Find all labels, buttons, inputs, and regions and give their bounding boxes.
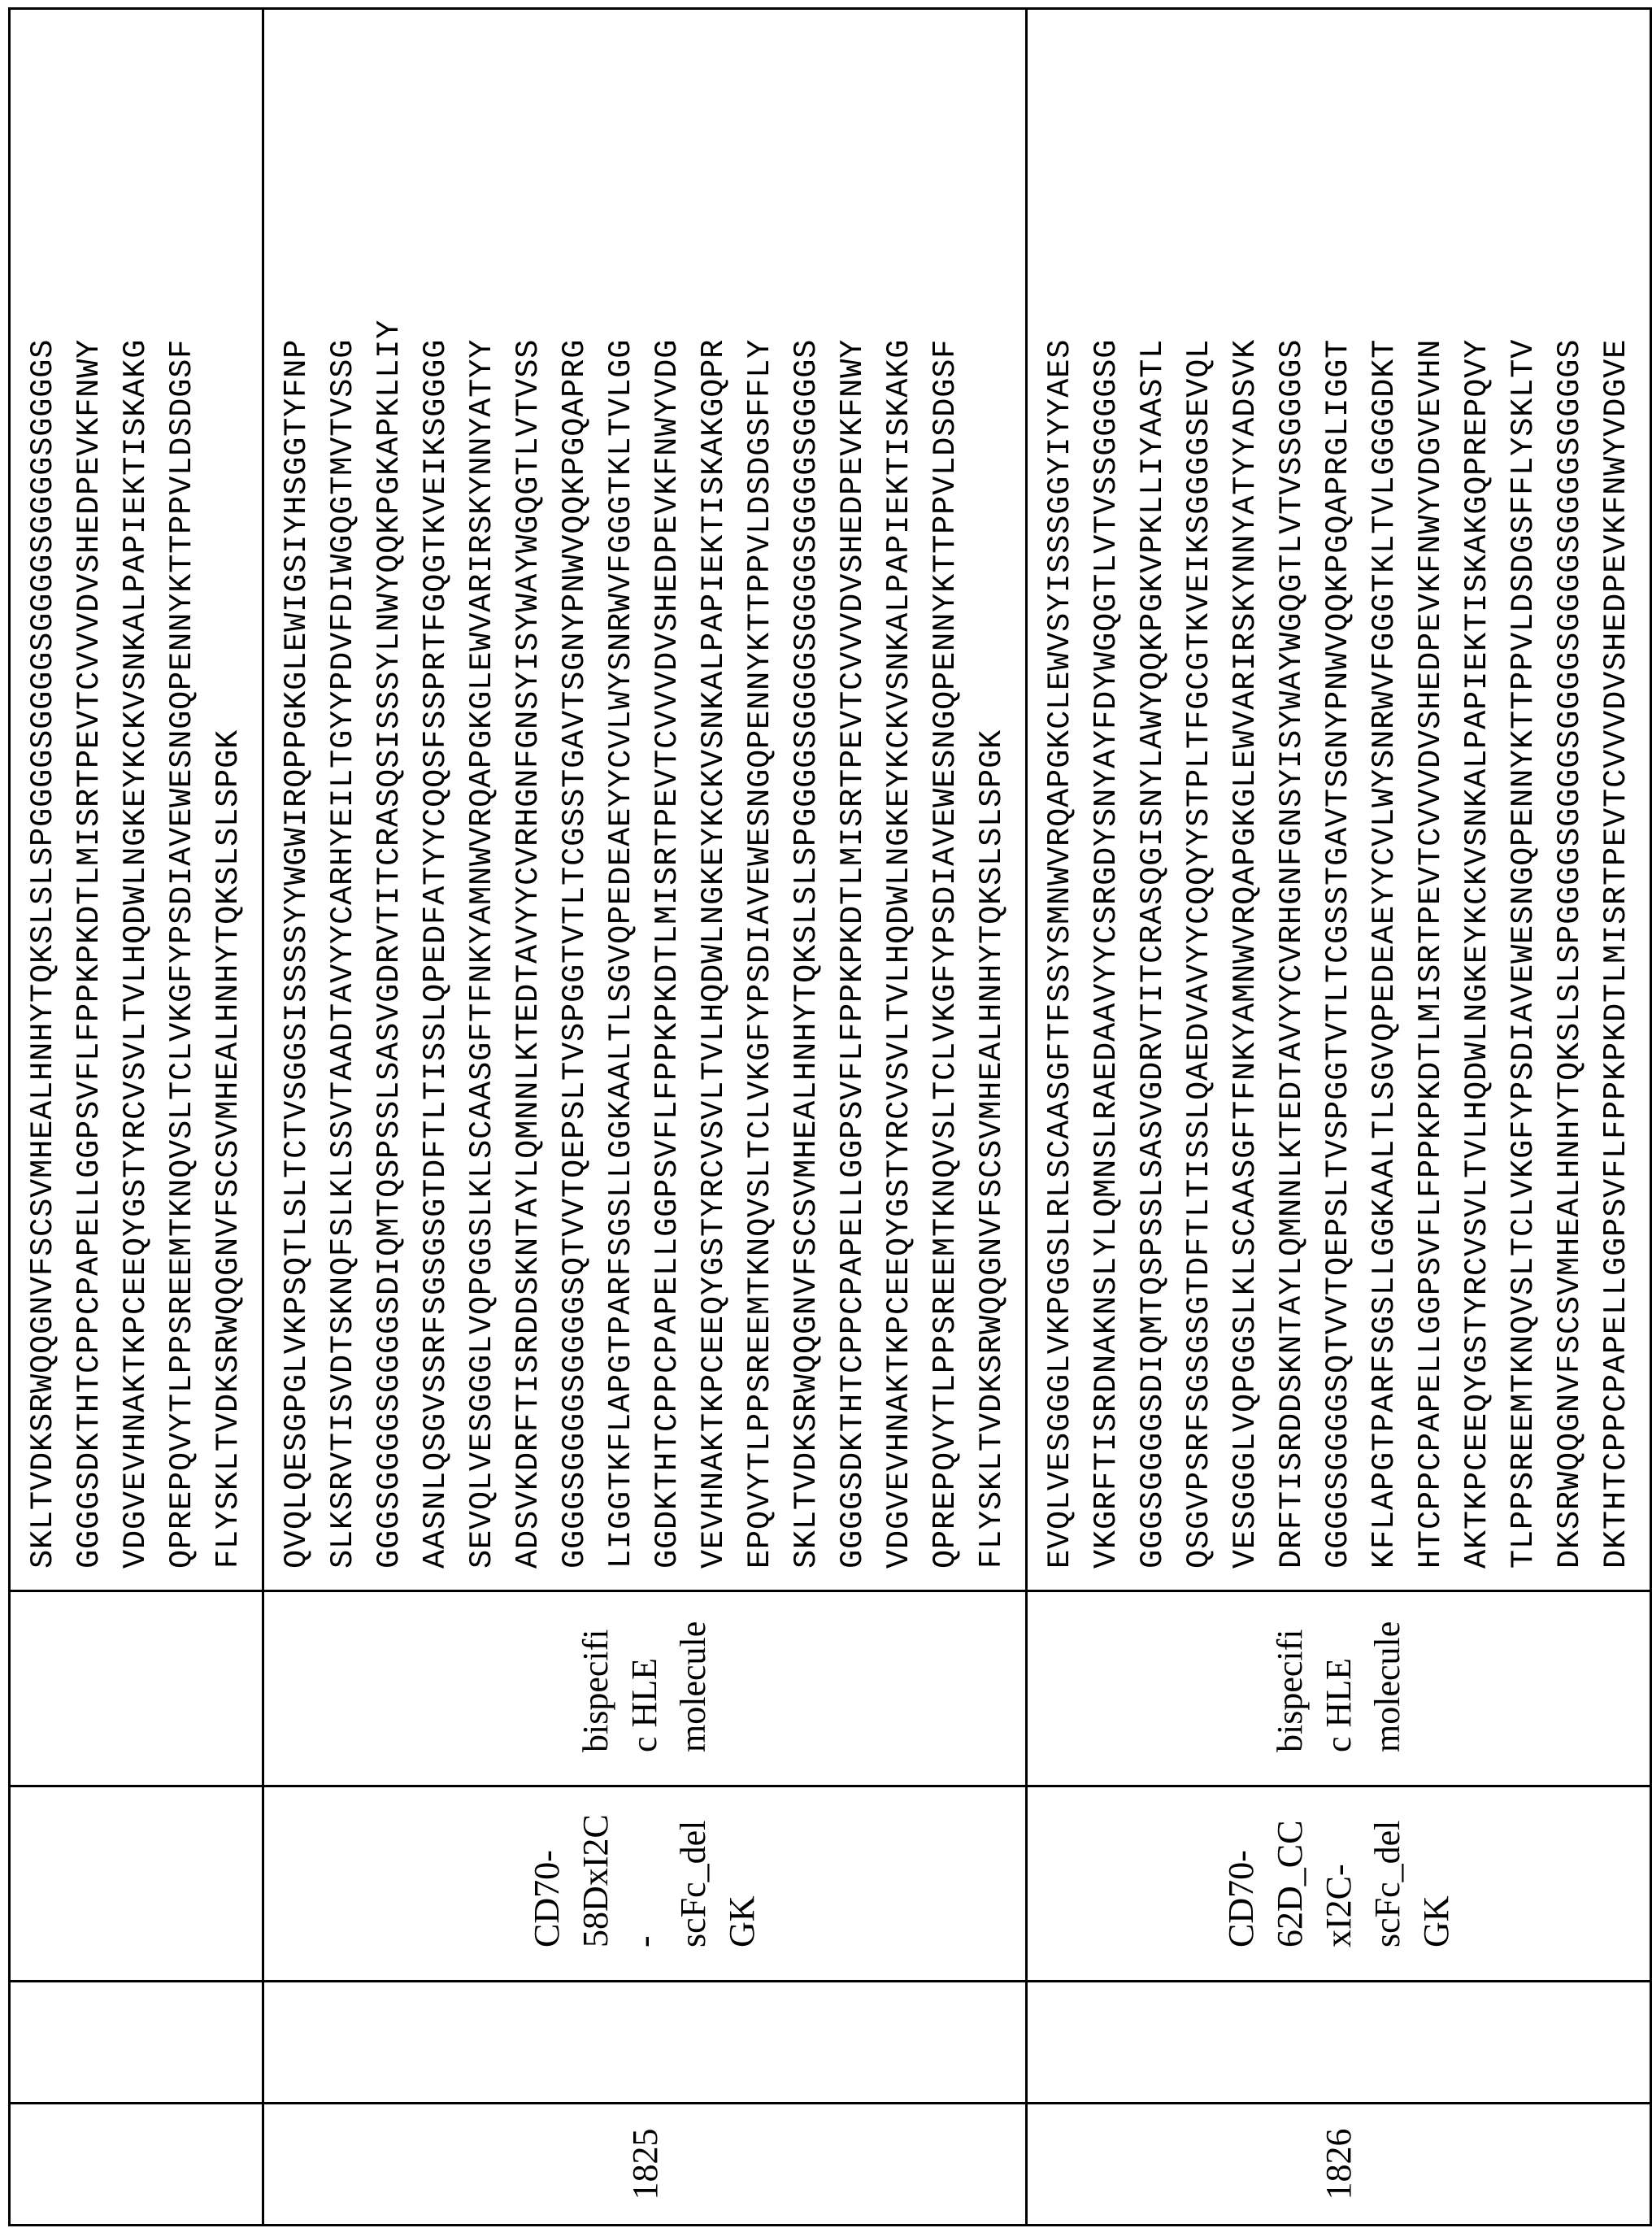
- sequence-line: QVQLQESGPGLVKPSQTLSLTCTVSGGSISSSSYYWGWIRQPPGKGLEWIGSIYHSGGTYFNP: [279, 338, 315, 1569]
- sequence-line: VDGVEVHNAKTKPCEEQYGSTYRCVSVLTVLHQDWLNGKEYKCKVSNKALPAPIEKTISKAKG: [881, 338, 917, 1569]
- molecule-name-cell: [263, 1786, 1027, 1982]
- empty-cell: [263, 1982, 1027, 2104]
- sequence-line: QPREPQVYTLPPSREEMTKNQVSLTCLVKGFYPSDIAVEWESNGQPENNYKTTPPVLDSDGSF: [928, 338, 963, 1569]
- sequence-line: VDGVEVHNAKTKPCEEQYGSTYRCVSVLTVLHQDWLNGKEYKCKVSNKALPAPIEKTISKAKG: [118, 338, 154, 1569]
- sequence-line: GGGSGGGGSDIQMTQSPSSLSASVGDRVTITCRASQGISNYLAWYQQKPGKVPKLLIYAASTL: [1135, 338, 1171, 1569]
- sequence-line: VESGGGLVQPGGSLKLSCAASGFTFNKYAMNWVRQAPGKGLEWVARIRSKYNNYATYYADSVK: [1228, 338, 1263, 1569]
- sequence-line: DRFTISRDDSKNTAYLQMNNLKTEDTAVYYCVRHGNFGNSYISYWAYWGQGTLVTVSSGGGGS: [1274, 338, 1310, 1569]
- molecule-type-line: molecule: [673, 1621, 713, 1752]
- seq-id-cell: [10, 2104, 263, 2226]
- sequence-cell: [263, 9, 1027, 1591]
- sequence-line: FLYSKLTVDKSRWQQGNVFSCSVMHEALHNHYTQKSLSLSPGK: [211, 729, 246, 1569]
- table-row-continuation: [10, 9, 263, 2226]
- sequence-line: KFLAPGTPARFSGSLLGGKAALTLSGVQPEDEAEYYCVLWYSNRWVFGGGTKLTVLGGGGDKT: [1367, 338, 1402, 1569]
- sequence-line: GGDKTHTCPPCPAPELLGGPSVFLFPPKPKDTLMISRTPEVTCVVVDVSHEDPEVKFNWYVDG: [650, 338, 685, 1569]
- sequence-line: EPQVYTLPPSREEMTKNQVSLTCLVKGFYPSDIAVEWESNGQPENNYKTTPPVLDSDGSFFLY: [742, 338, 778, 1569]
- sequence-line: LIGGTKFLAPGTPARFSGSLLGGKAALTLSGVQPEDEAEYYCVLWYSNRWVFGGGTKLTVLGG: [603, 338, 639, 1569]
- sequence-line: HTCPPCPAPELLGGPSVFLFPPKPKDTLMISRTPEVTCVVVDVSHEDPEVKFNWYVDGVEVHN: [1413, 338, 1449, 1569]
- sequence-line: QPREPQVYTLPPSREEMTKNQVSLTCLVKGFYPSDIAVEWESNGQPENNYKTTPPVLDSDGSF: [164, 338, 200, 1569]
- empty-cell: [1027, 1982, 1651, 2104]
- sequence-line: SKLTVDKSRWQQGNVFSCSVMHEALHNHYTQKSLSLSPGGGGSGGGGSGGGGSGGGGSGGGGS: [789, 338, 824, 1569]
- sequence-line: GGGGSDKTHTCPPCPAPELLGGPSVFLFPPKPKDTLMISRTPEVTCVVVDVSHEDPEVKFNWY: [835, 338, 871, 1569]
- molecule-type-line: c HLE: [1318, 1657, 1359, 1752]
- sequence-line: GGGGSGGGGSGGGGSQTVVTQEPSLTVSPGGTVTLTCGSSTGAVTSGNYPNWVQQKPGQAPRG: [557, 338, 593, 1569]
- sequence-line: DKSRWQQGNVFSCSVMHEALHNHYTQKSLSLSPGGGGSGGGGSGGGGSGGGGSGGGGSGGGGS: [1552, 338, 1588, 1569]
- molecule-type-cell: [10, 1591, 263, 1786]
- molecule-name-line: -: [624, 1935, 664, 1947]
- molecule-name-line: 58DxI2C: [576, 1814, 615, 1947]
- sequence-line: SLKSRVTISVDTSKNQFSLKLSSVTAADTAVYYCARHYEILTGYYPDVFDIWGQGTMVTVSSG: [325, 338, 361, 1569]
- molecule-type-line: c HLE: [624, 1657, 664, 1752]
- molecule-type-cell: [1027, 1591, 1651, 1786]
- sequence-line: GGGGSGGGGSQTVVTQEPSLTVSPGGTVTLTCGSSTGAVTSGNYPNWVQQKPGQAPRGLIGGT: [1320, 338, 1356, 1569]
- sequence-line: GGGGSDKTHTCPPCPAPELLGGPSVFLFPPKPKDTLMISRTPEVTCVVVDVSHEDPEVKFNWY: [72, 338, 107, 1569]
- molecule-name-line: GK: [1415, 1895, 1456, 1947]
- seq-id-cell: 1826: [1027, 2104, 1651, 2226]
- molecule-type-line: bispecifi: [576, 1629, 615, 1752]
- molecule-name-line: CD70-: [1220, 1850, 1261, 1947]
- sequence-cell: [1027, 9, 1651, 1591]
- sequence-line: DKTHTCPPCPAPELLGGPSVFLFPPKPKDTLMISRTPEVTCVVVDVSHEDPEVKFNWYVDGVE: [1598, 338, 1634, 1569]
- table-row-1826: [1027, 9, 1651, 2226]
- sequence-line: AASNLQSGVSSRFSGSGSGTDFTLTISSLQPEDFATYYCQQSFSSPRTFGQGTKVEIKSGGGG: [418, 338, 454, 1569]
- sequence-line: VKGRFTISRDNAKNSLYLQMNSLRAEDAAVYYCSRGDYSNYAYFDYWGQGTLVTVSSGGGGSG: [1089, 338, 1124, 1569]
- sequence-line: SKLTVDKSRWQQGNVFSCSVMHEALHNHYTQKSLSLSPGGGGSGGGGSGGGGSGGGGSGGGGS: [25, 338, 61, 1569]
- empty-cell: [10, 1982, 263, 2104]
- molecule-name-line: 62D_CC: [1269, 1820, 1310, 1947]
- molecule-type-line: molecule: [1367, 1621, 1407, 1752]
- molecule-type-line: bispecifi: [1269, 1629, 1310, 1752]
- sequence-table: [8, 7, 1652, 2226]
- sequence-line: AKTKPCEEQYGSTYRCVSVLTVLHQDWLNGKEYKCKVSNKALPAPIEKTISKAKGQPREPQVY: [1459, 338, 1495, 1569]
- sequence-line: FLYSKLTVDKSRWQQGNVFSCSVMHEALHNHYTQKSLSLSPGK: [974, 729, 1010, 1569]
- seq-id-cell: 1825: [263, 2104, 1027, 2226]
- molecule-name-line: CD70-: [527, 1850, 567, 1947]
- sequence-line: GGGSGGGGSGGGGSDIQMTQSPSSLSASVGDRVTITCRASQSISSSYLNWYQQKPGKAPKLLIY: [372, 319, 407, 1569]
- molecule-name-line: GK: [722, 1895, 762, 1947]
- molecule-type-cell: [263, 1591, 1027, 1786]
- sequence-line: SEVQLVESGGGLVQPGGSLKLSCAASGFTFNKYAMNWVRQAPGKGLEWVARIRSKYNNYATYY: [464, 338, 500, 1569]
- sequence-line: EVQLVESGGGLVKPGGSLRLSCAASGFTFSSYSMNWVRQAPGKCLEWVSYISSSGGYIYYAES: [1042, 338, 1078, 1569]
- molecule-name-cell: [10, 1786, 263, 1982]
- table-row-1825: [263, 9, 1027, 2226]
- sequence-line: TLPPSREEMTKNQVSLTCLVKGFYPSDIAVEWESNGQPENNYKTTPPVLDSDGSFFLYSKLTV: [1506, 338, 1541, 1569]
- molecule-name-line: scFc_del: [1367, 1820, 1407, 1947]
- sequence-line: ADSVKDRFTISRDDSKNTAYLQMNNLKTEDTAVYYCVRHGNFGNSYISYWAYWGQGTLVTVSS: [511, 338, 546, 1569]
- sequence-cell: [10, 9, 263, 1591]
- molecule-name-line: scFc_del: [673, 1820, 713, 1947]
- sequence-line: QSGVPSRFSGSGSGTDFTLTISSLQAEDVAVYYCQQYYSTPLTFGCGTKVEIKSGGGGSEVQL: [1181, 338, 1217, 1569]
- molecule-name-line: xI2C-: [1318, 1864, 1359, 1947]
- molecule-name-cell: [1027, 1786, 1651, 1982]
- sequence-line: VEVHNAKTKPCEEQYGSTYRCVSVLTVLHQDWLNGKEYKCKVSNKALPAPIEKTISKAKGQPR: [696, 338, 732, 1569]
